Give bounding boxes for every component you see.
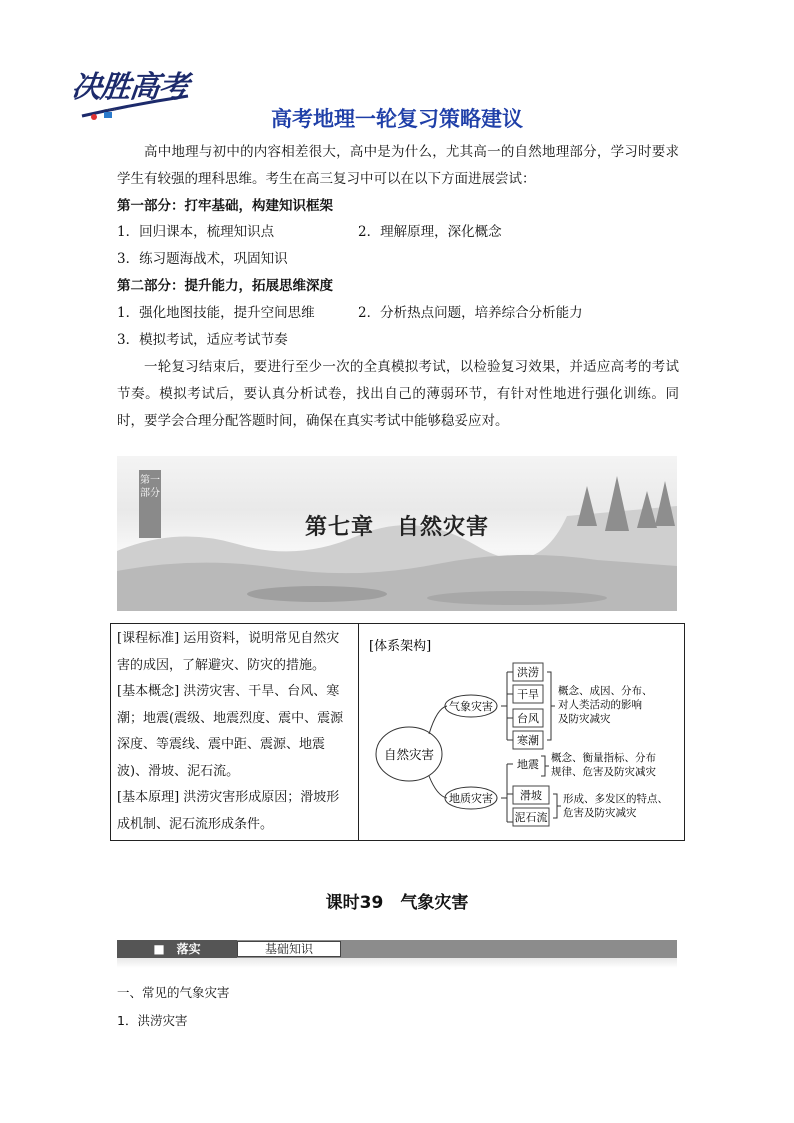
chapter-banner [117,456,677,611]
framework-label: [体系架构] [369,639,432,654]
part2-item1: 1．强化地图技能，提升空间思维 [117,305,315,321]
principle-text: 洪涝灾害形成原因；滑坡形成机制、泥石流形成条件。 [117,790,340,832]
slide-desc-1: 危害及防灾减灾 [563,807,637,819]
lesson-title: 课时39 气象灾害 [325,893,469,913]
part2-item2: 2．分析热点问题，培养综合分析能力 [358,305,583,321]
center-node: 自然灾害 [383,747,435,762]
concept-text: 洪涝灾害、干旱、台风、寒潮；地震(震级、地震烈度、震中、震源深度、等震线、震中距、震源、地震波)、滑坡、泥石流。 [117,684,344,779]
w-item-3: 寒潮 [517,734,539,747]
weather-node: 气象灾害 [449,700,493,713]
slide-node: 滑坡 [520,789,542,802]
course-label: [课程标准] [117,631,180,646]
part-tag: 第一部分 [139,470,161,538]
w-desc-2: 及防灾减灾 [558,713,611,725]
part2-item3: 3．模拟考试，适应考试节奏 [117,332,288,348]
bar-label-right: 基础知识 [237,941,341,957]
quake-node: 地震 [517,758,539,771]
part1-heading: 第一部分：打牢基础，构建知识框架 [117,198,333,214]
mud-node: 泥石流 [514,811,548,824]
standards-box [110,623,685,841]
subsection-heading: 1．洪涝灾害 [117,1013,188,1028]
w-item-1: 干旱 [517,688,539,701]
closing-paragraph: 一轮复习结束后，要进行至少一次的全真模拟考试，以检验复习效果，并适应高考的考试节奏。模拟考试后，要认真分析试卷，找出自己的薄弱环节，有针对性地进行强化训练。同时，要学会合理分配答题时间，确保在真实考试中能够稳妥应对。 [117,359,679,429]
w-desc-1: 对人类活动的影响 [558,699,642,711]
geo-node: 地质灾害 [449,792,493,805]
quake-desc-1: 规律、危害及防灾减灾 [551,766,656,778]
w-item-2: 台风 [517,712,539,725]
part1-item1: 1．回归课本，梳理知识点 [117,224,275,240]
part1-item2: 2．理解原理，深化概念 [358,224,502,240]
part1-item3: 3．练习题海战术，巩固知识 [117,251,288,267]
framework-diagram [359,624,684,840]
logo-text: 决胜高考 [69,70,190,105]
w-desc-0: 概念、成因、分布、 [558,685,653,697]
standards-column [111,624,359,840]
quake-desc-0: 概念、衡量指标、分布 [551,752,656,764]
framework-column [359,624,684,840]
section-bar [117,940,677,958]
bar-label-left: ■ 落实 [117,940,237,958]
intro-paragraph: 高中地理与初中的内容相差很大，高中是为什么，尤其高一的自然地理部分，学习时要求学生有较强的理科思维。考生在高三复习中可以在以下方面进展尝试： [117,144,679,187]
logo-subtext: …… [104,104,118,112]
concept-label: [基本概念] [117,684,180,699]
w-item-0: 洪涝 [517,666,539,679]
part2-heading: 第二部分：提升能力，拓展思维深度 [117,278,333,294]
course-text: 运用资料，说明常见自然灾害的成因，了解避灾、防灾的措施。 [117,631,340,673]
page-title: 高考地理一轮复习策略建议 [271,107,523,131]
section-heading: 一、常见的气象灾害 [117,985,230,1000]
principle-label: [基本原理] [117,790,180,805]
bar-shadow [117,958,677,968]
chapter-title: 第七章 自然灾害 [304,515,489,540]
slide-desc-0: 形成、多发区的特点、 [563,793,668,805]
